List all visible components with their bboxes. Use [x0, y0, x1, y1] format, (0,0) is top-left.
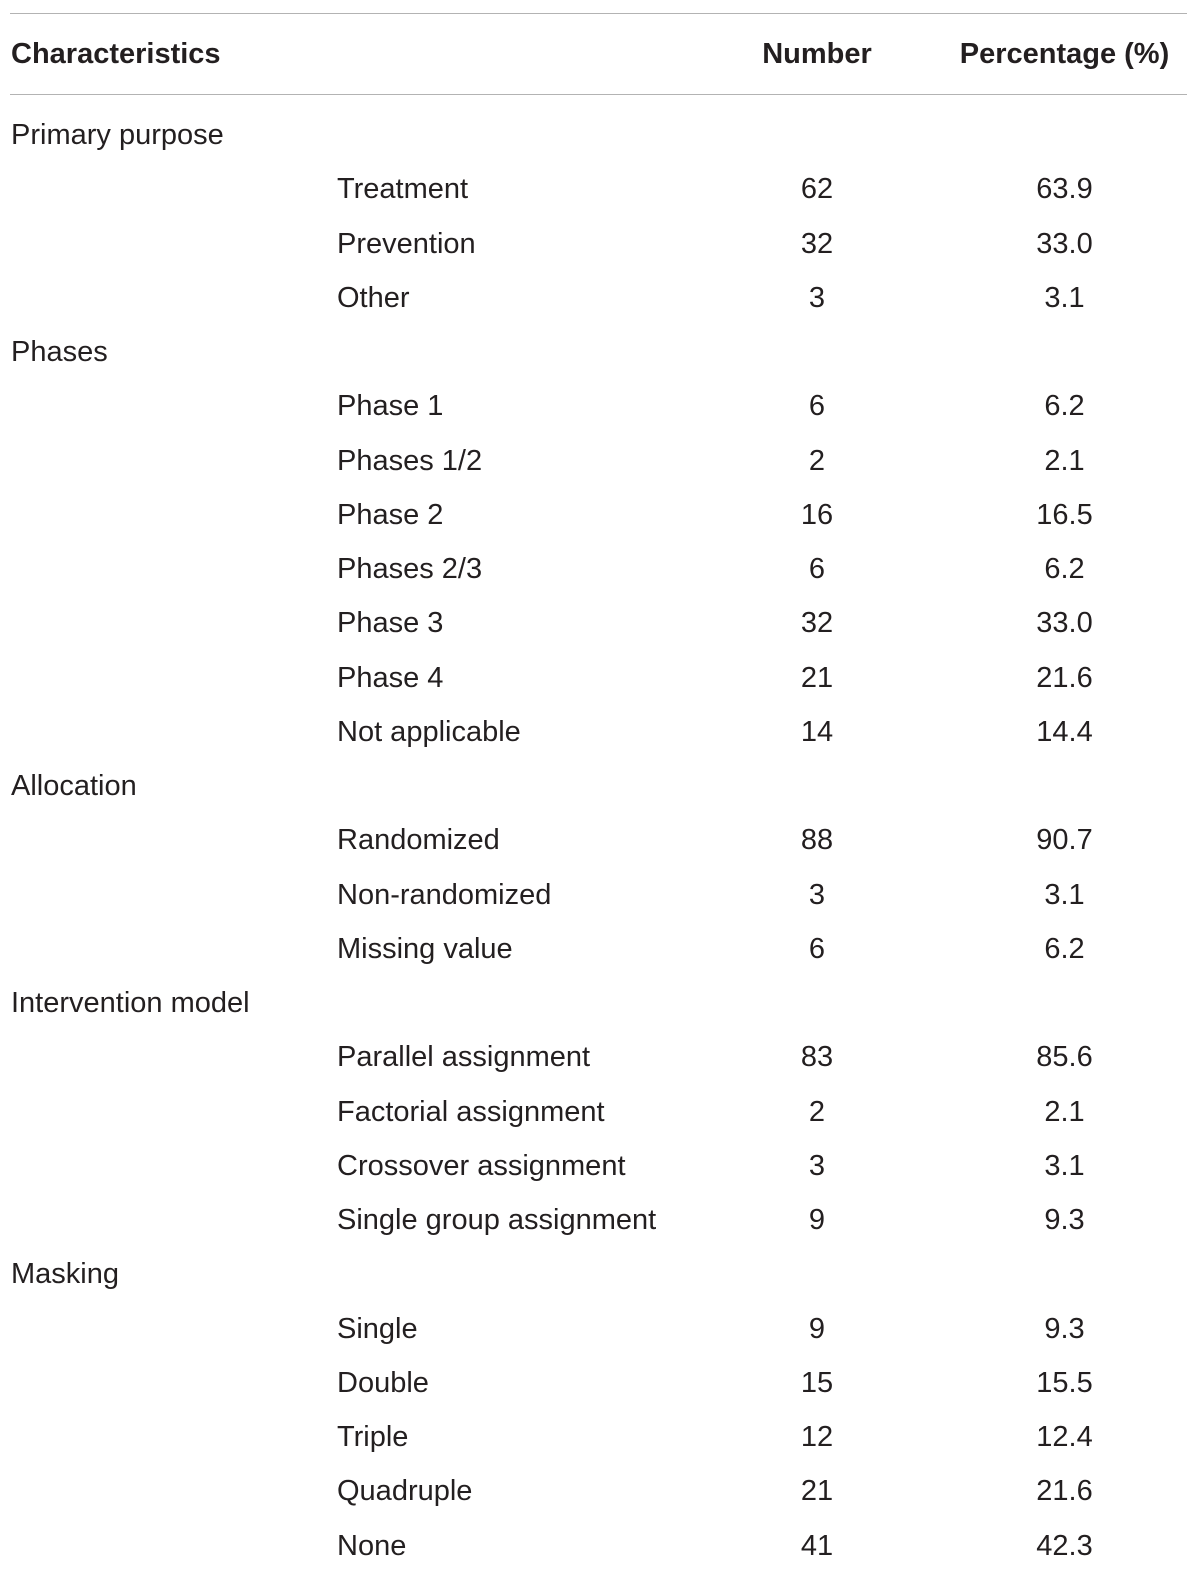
table-row — [0, 542, 1200, 596]
row-percentage: 16.5 — [1036, 498, 1093, 531]
row-label: Phase 3 — [337, 607, 444, 640]
row-label: Phase 1 — [337, 390, 444, 423]
category-label: Allocation — [11, 770, 137, 802]
row-percentage: 15.5 — [1036, 1366, 1093, 1399]
row-number: 32 — [800, 227, 834, 260]
table-row — [0, 217, 1200, 271]
row-percentage: 21.6 — [1036, 1475, 1093, 1508]
row-number: 6 — [808, 932, 826, 965]
table-row — [0, 488, 1200, 542]
row-percentage: 6.2 — [1044, 932, 1085, 965]
header-number: Number — [762, 38, 872, 70]
table-row — [0, 271, 1200, 325]
row-percentage: 3.1 — [1044, 878, 1085, 911]
category-label: Phases — [11, 336, 108, 368]
row-label: Non-randomized — [337, 878, 552, 911]
row-number: 62 — [800, 173, 834, 206]
table-row — [0, 434, 1200, 488]
table-header-rule — [10, 94, 1187, 95]
row-number: 6 — [808, 553, 826, 585]
row-percentage: 21.6 — [1036, 661, 1093, 694]
row-label: Single — [337, 1312, 418, 1345]
row-label: Phase 2 — [337, 498, 444, 531]
row-number: 41 — [800, 1529, 834, 1562]
table-row — [0, 813, 1200, 867]
category-label: Primary purpose — [11, 119, 224, 151]
row-number: 12 — [800, 1421, 834, 1453]
table-row — [0, 1410, 1200, 1464]
row-percentage: 14.4 — [1036, 715, 1093, 748]
row-number: 21 — [800, 661, 834, 694]
row-number: 15 — [800, 1366, 834, 1399]
row-number: 83 — [800, 1041, 834, 1074]
category-label: Intervention model — [11, 987, 250, 1019]
row-label: Phases 2/3 — [337, 553, 483, 585]
row-label: Not applicable — [337, 715, 521, 748]
table-category-row — [0, 759, 1200, 813]
row-percentage: 3.1 — [1044, 1149, 1085, 1182]
table-row — [0, 1085, 1200, 1139]
row-percentage: 33.0 — [1036, 607, 1093, 640]
row-label: Parallel assignment — [337, 1041, 591, 1074]
table-category-row — [0, 108, 1200, 162]
table-row — [0, 1193, 1200, 1247]
row-percentage: 33.0 — [1036, 227, 1093, 260]
table-row — [0, 1356, 1200, 1410]
table-category-row — [0, 325, 1200, 379]
table-row — [0, 1030, 1200, 1084]
row-label: Phases 1/2 — [337, 444, 483, 477]
row-number: 2 — [808, 444, 826, 477]
header-characteristics: Characteristics — [11, 38, 221, 70]
row-label: Double — [337, 1366, 429, 1399]
row-percentage: 63.9 — [1036, 173, 1093, 206]
row-number: 3 — [808, 281, 826, 314]
row-percentage: 90.7 — [1036, 824, 1093, 857]
row-percentage: 85.6 — [1036, 1041, 1093, 1074]
row-percentage: 6.2 — [1044, 390, 1085, 423]
row-label: Treatment — [337, 173, 469, 206]
row-label: Single group assignment — [337, 1204, 657, 1236]
table-category-row — [0, 1247, 1200, 1301]
row-label: Prevention — [337, 227, 476, 260]
row-percentage: 2.1 — [1044, 444, 1085, 477]
row-number: 3 — [808, 1149, 826, 1182]
row-percentage: 6.2 — [1044, 553, 1085, 585]
row-percentage: 9.3 — [1044, 1204, 1085, 1236]
row-percentage: 42.3 — [1036, 1529, 1093, 1562]
row-percentage: 12.4 — [1036, 1421, 1093, 1453]
table-row — [0, 868, 1200, 922]
table-row — [0, 1139, 1200, 1193]
row-percentage: 3.1 — [1044, 281, 1085, 314]
row-percentage: 9.3 — [1044, 1312, 1085, 1345]
table-row — [0, 162, 1200, 216]
category-label: Masking — [11, 1258, 119, 1291]
row-number: 88 — [800, 824, 834, 857]
row-label: Randomized — [337, 824, 500, 857]
table-row — [0, 379, 1200, 433]
table-header-row — [0, 14, 1200, 94]
row-label: None — [337, 1529, 407, 1562]
row-label: Triple — [337, 1421, 409, 1453]
row-number: 6 — [808, 390, 826, 423]
row-percentage: 2.1 — [1044, 1095, 1085, 1128]
row-number: 16 — [800, 498, 834, 531]
row-number: 9 — [808, 1312, 826, 1345]
row-number: 2 — [808, 1095, 826, 1128]
table-row — [0, 651, 1200, 705]
row-number: 9 — [808, 1204, 826, 1236]
row-label: Quadruple — [337, 1475, 473, 1508]
row-number: 3 — [808, 878, 826, 911]
table-row — [0, 1464, 1200, 1518]
header-percentage: Percentage (%) — [959, 38, 1170, 70]
row-label: Other — [337, 281, 410, 314]
table-row — [0, 705, 1200, 759]
table-row — [0, 922, 1200, 976]
row-label: Crossover assignment — [337, 1149, 626, 1182]
table-body — [0, 108, 1200, 1573]
row-number: 21 — [800, 1475, 834, 1508]
table-row — [0, 596, 1200, 650]
table-row — [0, 1302, 1200, 1356]
row-number: 32 — [800, 607, 834, 640]
row-number: 14 — [800, 715, 834, 748]
row-label: Phase 4 — [337, 661, 444, 694]
table-category-row — [0, 976, 1200, 1030]
row-label: Missing value — [337, 932, 513, 965]
row-label: Factorial assignment — [337, 1095, 605, 1128]
